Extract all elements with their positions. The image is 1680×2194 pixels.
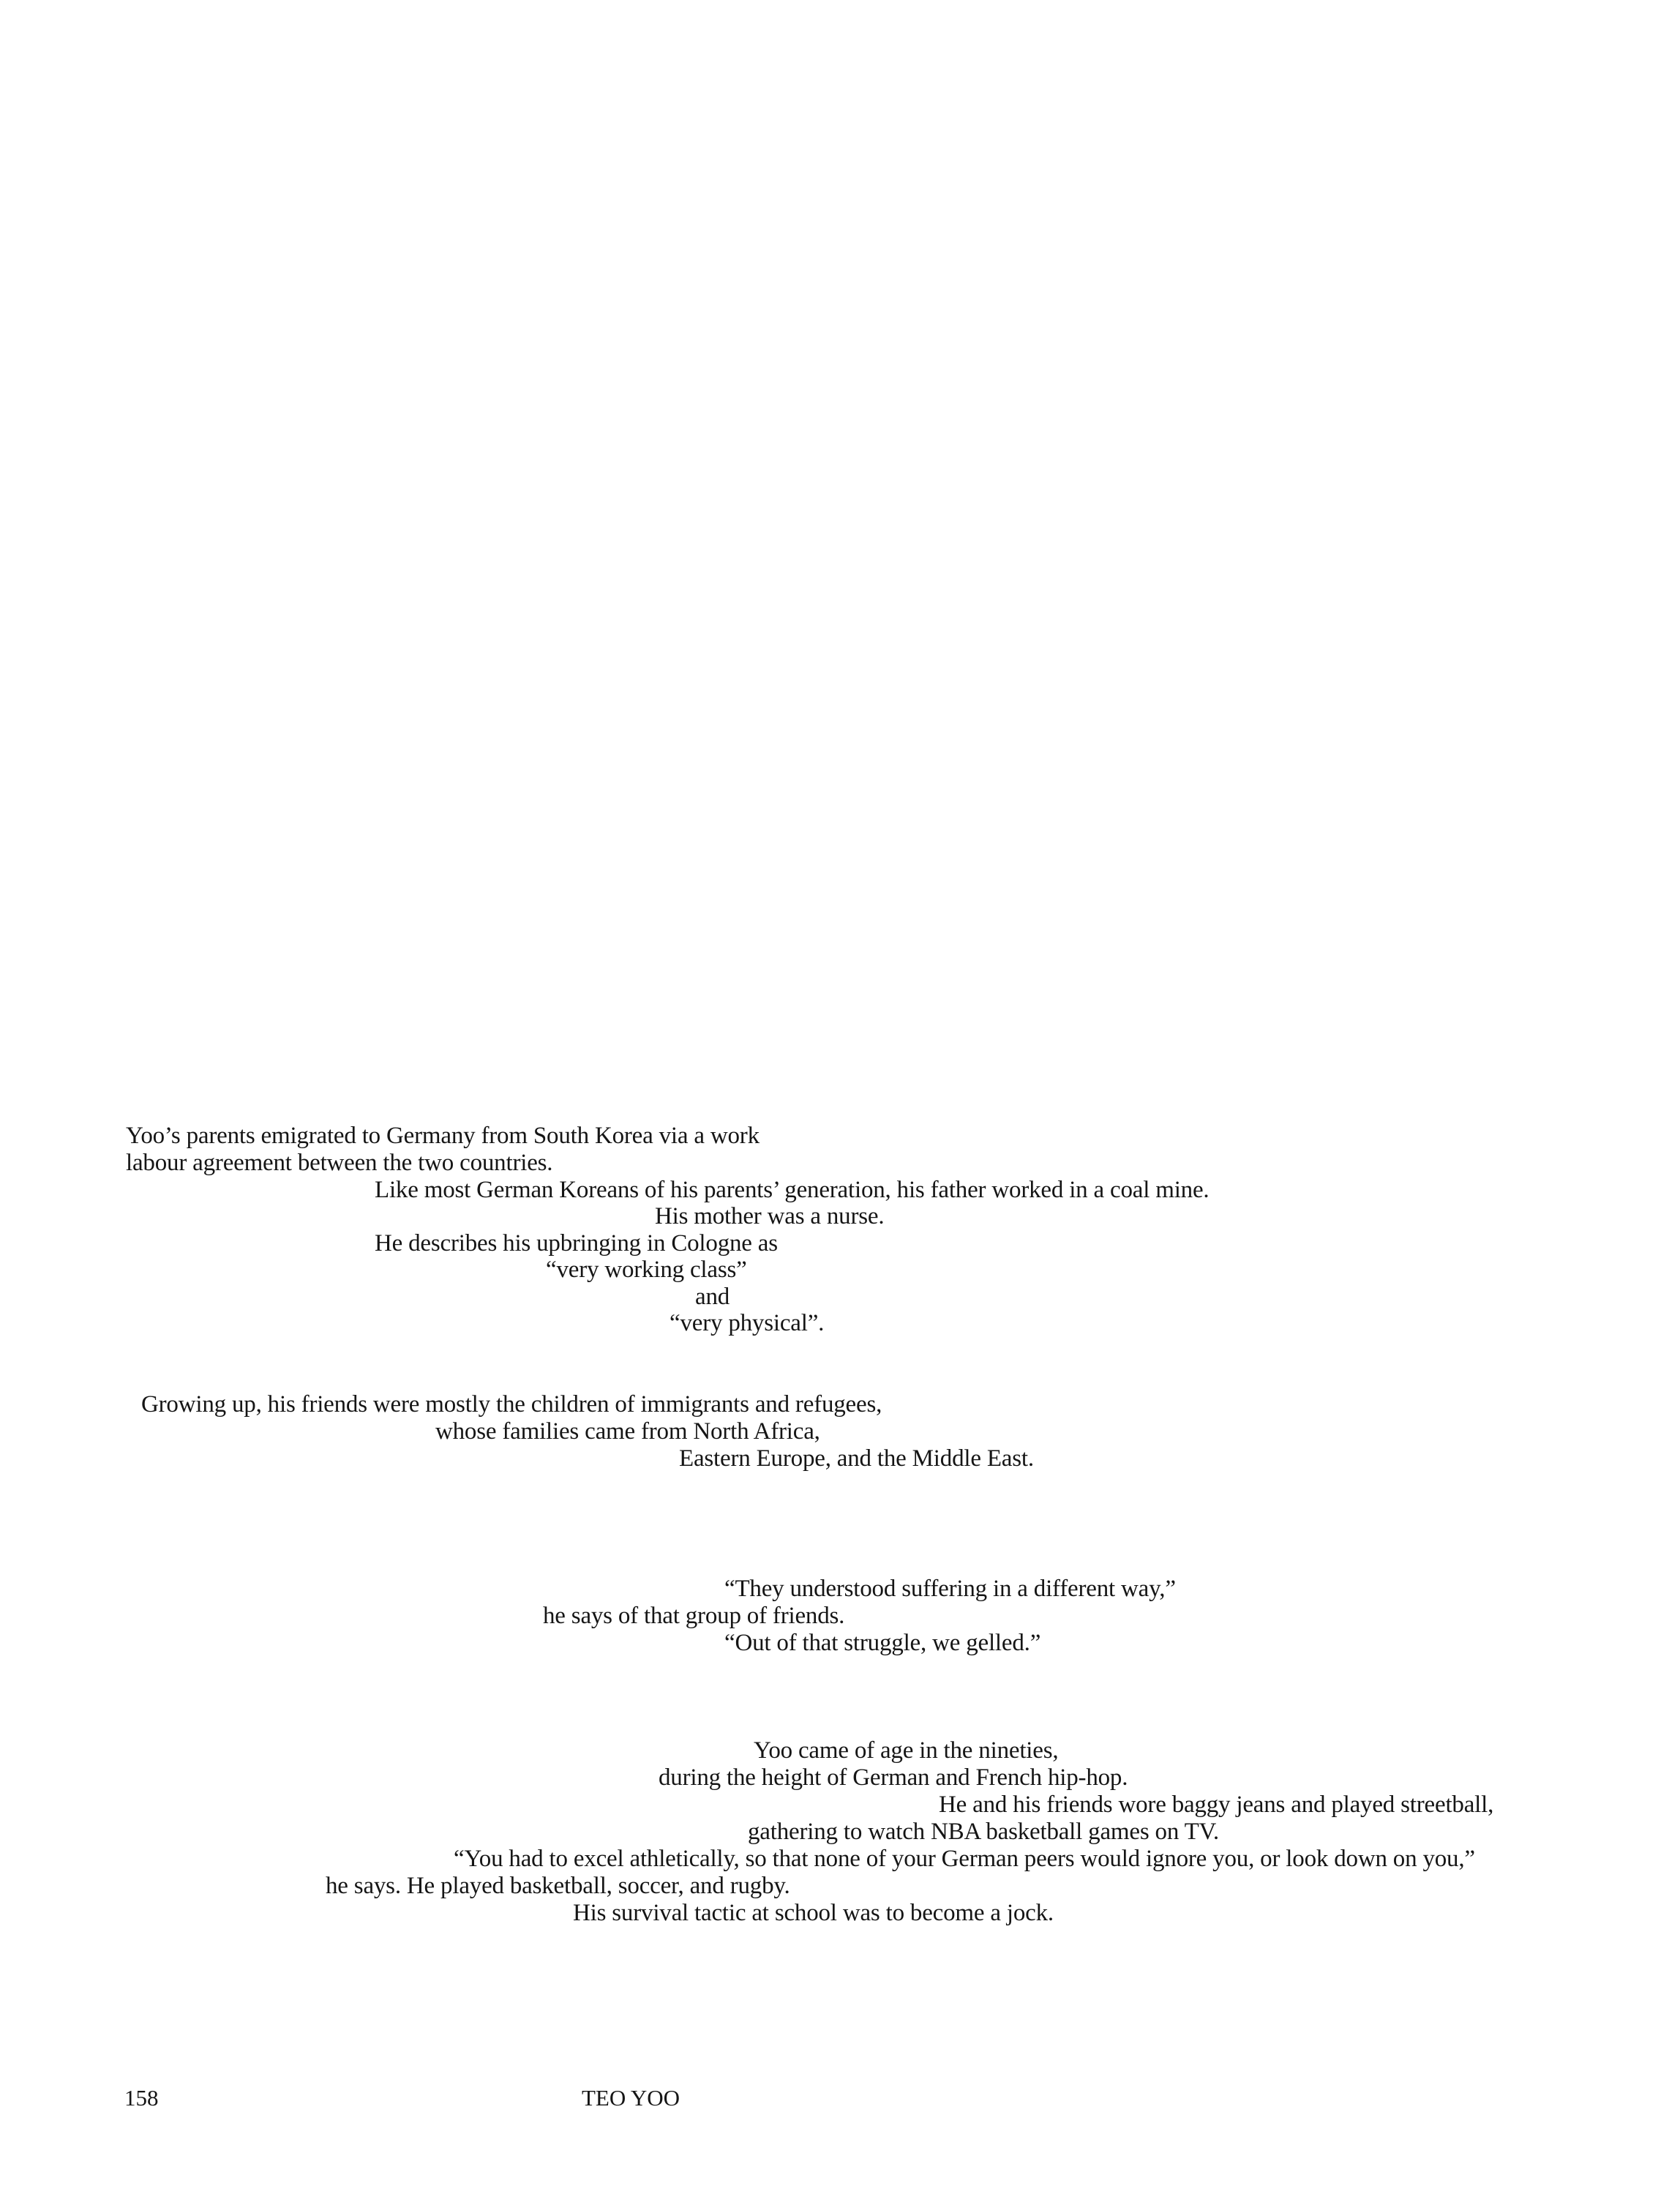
text-line: His mother was a nurse. <box>655 1203 885 1229</box>
text-line: Eastern Europe, and the Middle East. <box>679 1445 1034 1472</box>
text-line: “very physical”. <box>670 1310 825 1336</box>
text-line: he says of that group of friends. <box>543 1603 845 1629</box>
text-line: “very working class” <box>546 1257 747 1283</box>
text-line: “You had to excel athletically, so that none of your German peers would ignore you, or look down on you,” <box>454 1846 1475 1872</box>
text-line: Yoo came of age in the nineties, <box>754 1737 1059 1764</box>
page-number: 158 <box>124 2085 159 2111</box>
text-line: Like most German Koreans of his parents’ generation, his father worked in a coal mine. <box>375 1177 1210 1203</box>
running-header-title: TEO YOO <box>582 2085 680 2111</box>
text-line: “Out of that struggle, we gelled.” <box>724 1630 1041 1656</box>
text-line: whose families came from North Africa, <box>435 1418 820 1445</box>
text-line: during the height of German and French hip-hop. <box>659 1764 1128 1791</box>
text-line: labour agreement between the two countries. <box>126 1150 553 1176</box>
text-line: His survival tactic at school was to become a jock. <box>573 1900 1054 1926</box>
text-line: and <box>695 1284 730 1310</box>
text-line: Yoo’s parents emigrated to Germany from South Korea via a work <box>126 1123 760 1149</box>
text-line: “They understood suffering in a different way,” <box>724 1576 1176 1602</box>
text-line: Growing up, his friends were mostly the children of immigrants and refugees, <box>141 1391 882 1418</box>
text-line: he says. He played basketball, soccer, and rugby. <box>326 1873 790 1899</box>
text-line: gathering to watch NBA basketball games on TV. <box>748 1819 1219 1845</box>
text-line: He and his friends wore baggy jeans and played streetball, <box>939 1791 1494 1818</box>
text-line: He describes his upbringing in Cologne as <box>375 1230 778 1257</box>
